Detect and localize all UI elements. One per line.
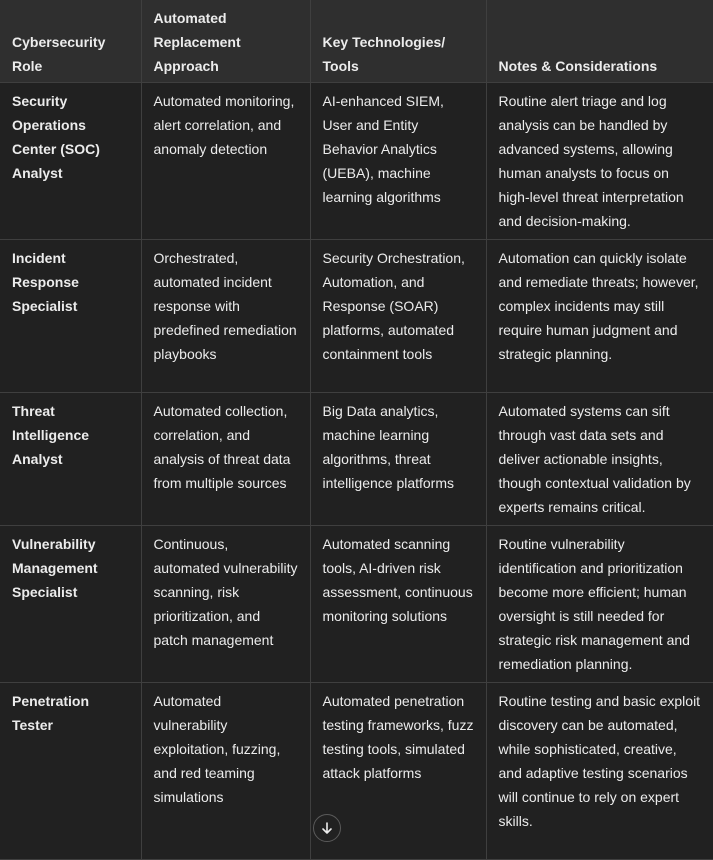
cell-technologies: Automated penetration testing frameworks, fuzz testing tools, simulated attack platforms — [310, 683, 486, 860]
cell-role: Vulnerability Management Specialist — [0, 526, 141, 683]
header-technologies: Key Technologies/ Tools — [310, 0, 486, 83]
cell-technologies: AI-enhanced SIEM, User and Entity Behavior Analytics (UEBA), machine learning algorithms — [310, 83, 486, 240]
cell-technologies: Big Data analytics, machine learning algorithms, threat intelligence platforms — [310, 393, 486, 526]
header-row — [0, 0, 713, 83]
cell-role: Security Operations Center (SOC) Analyst — [0, 83, 141, 240]
cell-technologies: Automated scanning tools, AI-driven risk assessment, continuous monitoring solutions — [310, 526, 486, 683]
cell-notes: Routine alert triage and log analysis can be handled by advanced systems, allowing human analysts to focus on high-level threat interpretation and decision-making. — [486, 83, 713, 240]
table-row — [0, 83, 713, 240]
table-row — [0, 683, 713, 860]
cell-notes: Routine vulnerability identification and prioritization become more efficient; human oversight is still needed for strategic risk management and remediation planning. — [486, 526, 713, 683]
header-role: Cybersecurity Role — [0, 0, 141, 83]
cell-notes: Routine testing and basic exploit discovery can be automated, while sophisticated, creative, and adaptive testing scenarios will continue to rely on expert skills. — [486, 683, 713, 860]
header-approach: Automated Replacement Approach — [141, 0, 310, 83]
cell-approach: Continuous, automated vulnerability scanning, risk prioritization, and patch management — [141, 526, 310, 683]
scroll-to-bottom-button[interactable] — [313, 814, 341, 842]
cell-approach: Orchestrated, automated incident response with predefined remediation playbooks — [141, 240, 310, 393]
table-row — [0, 240, 713, 393]
header-notes: Notes & Considerations — [486, 0, 713, 83]
table-body — [0, 83, 713, 860]
cell-technologies: Security Orchestration, Automation, and Response (SOAR) platforms, automated containment tools — [310, 240, 486, 393]
table-header — [0, 0, 713, 83]
cell-approach: Automated collection, correlation, and analysis of threat data from multiple sources — [141, 393, 310, 526]
cell-role: Penetration Tester — [0, 683, 141, 860]
table-row — [0, 393, 713, 526]
cell-notes: Automated systems can sift through vast data sets and deliver actionable insights, though contextual validation by experts remains critical. — [486, 393, 713, 526]
cell-role: Incident Response Specialist — [0, 240, 141, 393]
table-row — [0, 526, 713, 683]
cell-role: Threat Intelligence Analyst — [0, 393, 141, 526]
arrow-down-icon — [320, 821, 334, 835]
cell-approach: Automated vulnerability exploitation, fuzzing, and red teaming simulations — [141, 683, 310, 860]
cell-notes: Automation can quickly isolate and remediate threats; however, complex incidents may still require human judgment and strategic planning. — [486, 240, 713, 393]
cell-approach: Automated monitoring, alert correlation, and anomaly detection — [141, 83, 310, 240]
